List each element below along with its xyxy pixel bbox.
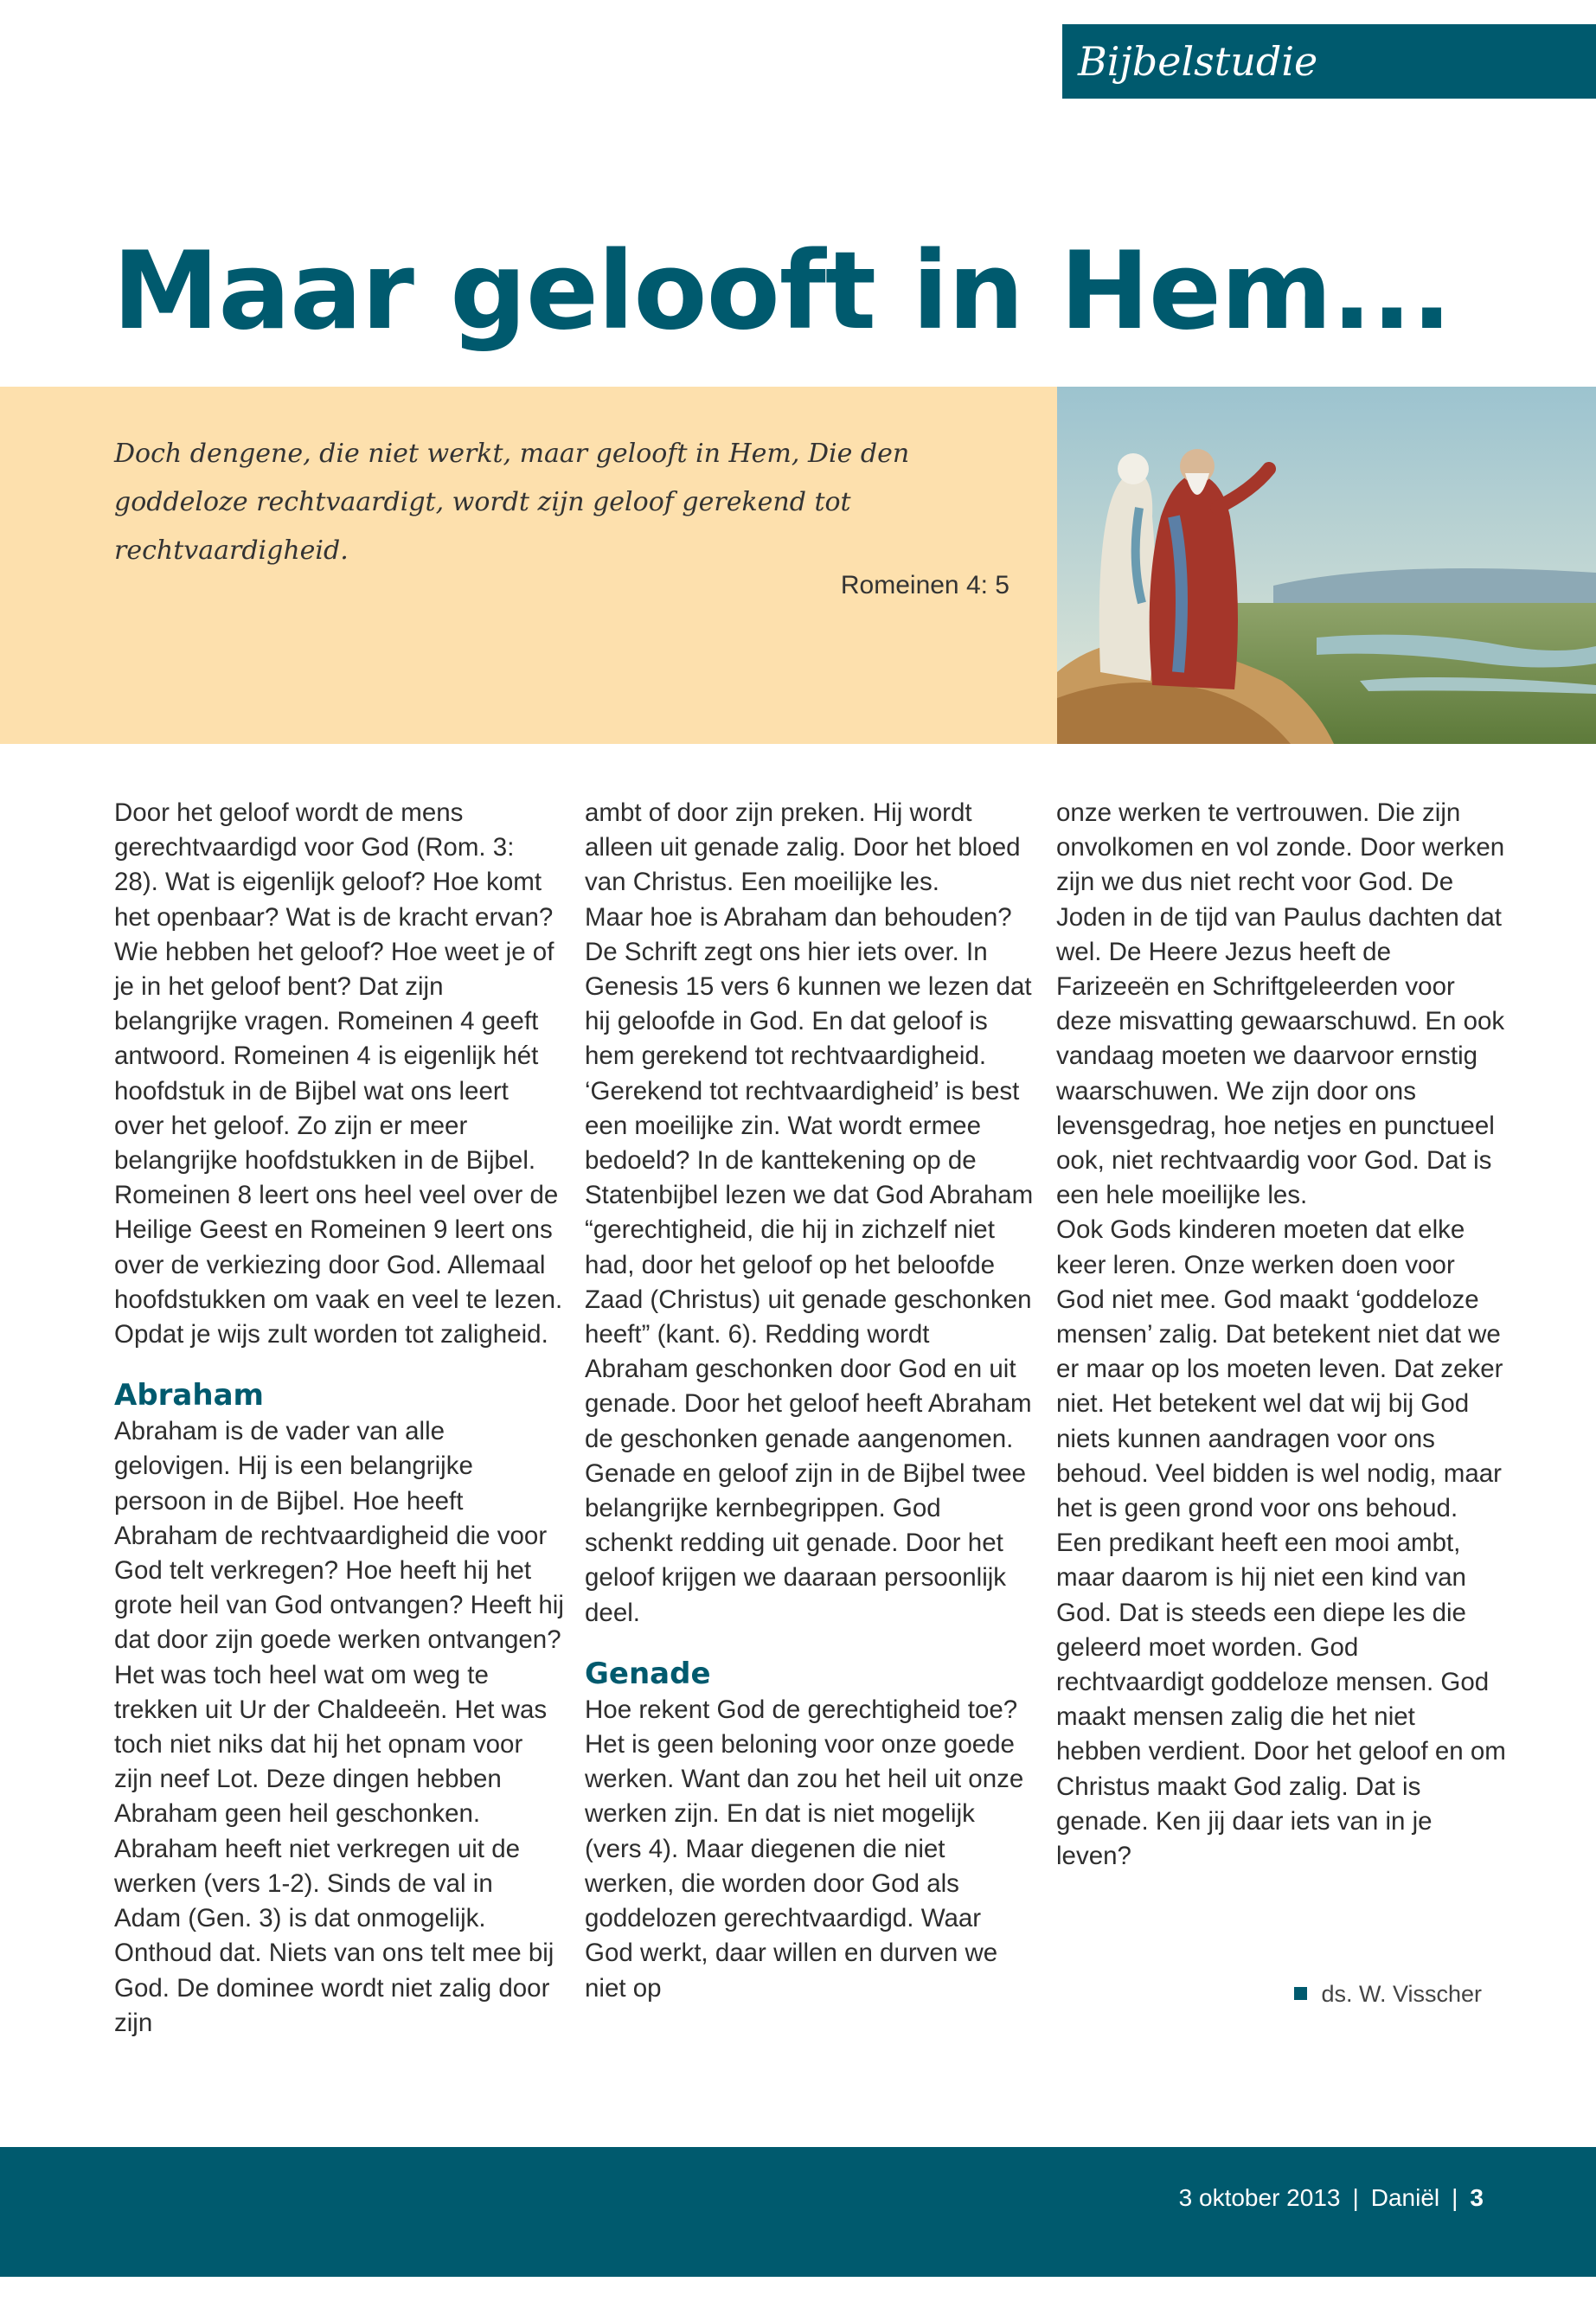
- footer-separator: |: [1352, 2184, 1359, 2211]
- paragraph: Abraham is de vader van alle gelovigen. Hij is een belangrijke persoon in de Bijbel. Hoe heeft Abraham de rechtvaardigheid die voor God telt verkregen? Hoe heeft hij het grote heil van God ontvangen? Heeft hij dat door zijn goede werken ontvangen? Het was toch heel wat om weg te trekken uit Ur der Chaldeeën. Het was toch niet niks dat hij het opnam voor zijn neef Lot. Deze dingen hebben Abraham geen heil geschonken. Abraham heeft niet verkregen uit de werken (vers 1-2). Sinds de val in Adam (Gen. 3) is dat onmogelijk. Onthoud dat. Niets van ons telt mee bij God. De dominee wordt niet zalig door zijn: [114, 1417, 564, 2037]
- text-column-2: [585, 796, 1035, 2006]
- bible-quote: Doch dengene, die niet werkt, maar gelooft in Hem, Die den goddeloze rechtvaardigt, wordt zijn geloof gerekend tot rechtvaardigheid.: [114, 439, 910, 566]
- paragraph: Hoe rekent God de gerechtigheid toe? Het is geen beloning voor onze goede werken. Want dan zou het heil uit onze werken zijn. En dat is niet mogelijk (vers 4). Maar diegenen die niet werken, die worden door God als goddelozen gerechtvaardigd. Waar God werkt, daar willen en durven we niet op: [585, 1695, 1024, 2003]
- text-column-1: [114, 796, 564, 2041]
- magazine-name: Daniël: [1370, 2184, 1440, 2211]
- footer-bar: [0, 2147, 1596, 2277]
- page-title: Maar gelooft in Hem...: [112, 229, 1452, 354]
- footer-separator: |: [1452, 2184, 1458, 2211]
- section-heading-genade: Genade: [585, 1656, 711, 1691]
- paragraph: ambt of door zijn preken. Hij wordt alleen uit genade zalig. Door het bloed van Christus. Een moeilijke les.: [585, 798, 1021, 897]
- page-number: 3: [1470, 2184, 1484, 2211]
- paragraph: onze werken te vertrouwen. Die zijn onvolkomen en vol zonde. Door werken zijn we dus niet recht voor God. De Joden in de tijd van Paulus dachten dat wel. De Heere Jezus heeft de Farizeeën en Schriftgeleerden voor deze misvatting gewaarschuwd. En ook vandaag moeten we daarvoor ernstig waarschuwen. We zijn door ons levensgedrag, hoe netjes en punctueel ook, niet rechtvaardig voor God. Dat is een hele moeilijke les.: [1056, 798, 1505, 1210]
- issue-date: 3 oktober 2013: [1178, 2184, 1341, 2211]
- section-heading-abraham: Abraham: [114, 1378, 264, 1413]
- author-signature: [1294, 1981, 1482, 2008]
- abraham-illustration: [1057, 387, 1596, 744]
- paragraph: Door het geloof wordt de mens gerechtvaardigd voor God (Rom. 3: 28). Wat is eigenlijk geloof? Hoe komt het openbaar? Wat is de kracht ervan? Wie hebben het geloof? Hoe weet je of je in het geloof bent? Dat zijn belangrijke vragen. Romeinen 4 geeft antwoord. Romeinen 4 is eigenlijk hét hoofdstuk in de Bijbel wat ons leert over het geloof. Zo zijn er meer belangrijke hoofdstukken in de Bijbel. Romeinen 8 leert ons heel veel over de Heilige Geest en Romeinen 9 leert ons over de verkiezing door God. Allemaal hoofdstukken om vaak en veel te lezen. Opdat je wijs zult worden tot zaligheid.: [114, 798, 563, 1349]
- paragraph: Ook Gods kinderen moeten dat elke keer leren. Onze werken doen voor God niet mee. God maakt ‘goddeloze mensen’ zalig. Dat betekent niet dat we er maar op los moeten leven. Dat zeker niet. Het betekent wel dat wij bij God niets kunnen aandragen voor ons behoud. Veel bidden is wel nodig, maar het is geen grond voor ons behoud. Een predikant heeft een mooi ambt, maar daarom is hij niet een kind van God. Dat is steeds een diepe les die geleerd moet worden. God rechtvaardigt goddeloze mensen. God maakt mensen zalig die het niet hebben verdient. Door het geloof en om Christus maakt God zalig. Dat is genade. Ken jij daar iets van in je leven?: [1056, 1215, 1506, 1871]
- author-name: ds. W. Visscher: [1321, 1981, 1482, 2007]
- square-bullet-icon: [1294, 1987, 1307, 2000]
- text-column-3: [1056, 796, 1506, 1874]
- paragraph: Maar hoe is Abraham dan behouden? De Schrift zegt ons hier iets over. In Genesis 15 vers 6 kunnen we lezen dat hij geloofde in God. En dat geloof is hem gerekend tot rechtvaardigheid. ‘Gerekend tot rechtvaardigheid’ is best een moeilijke zin. Wat wordt ermee bedoeld? In de kanttekening op de Statenbijbel lezen we dat God Abraham “gerechtigheid, die hij in zichzelf niet had, door het geloof op het beloofde Zaad (Christus) uit genade geschonken heeft” (kant. 6). Redding wordt Abraham geschonken door God en uit genade. Door het geloof heeft Abraham de geschonken genade aangenomen. Genade en geloof zijn in de Bijbel twee belangrijke kernbegrippen. God schenkt redding uit genade. Door het geloof krijgen we daaraan persoonlijk deel.: [585, 902, 1034, 1627]
- quote-reference: Romeinen 4: 5: [840, 571, 1010, 599]
- section-tab: Bijbelstudie: [1062, 24, 1596, 99]
- footer-info: [1179, 2184, 1484, 2212]
